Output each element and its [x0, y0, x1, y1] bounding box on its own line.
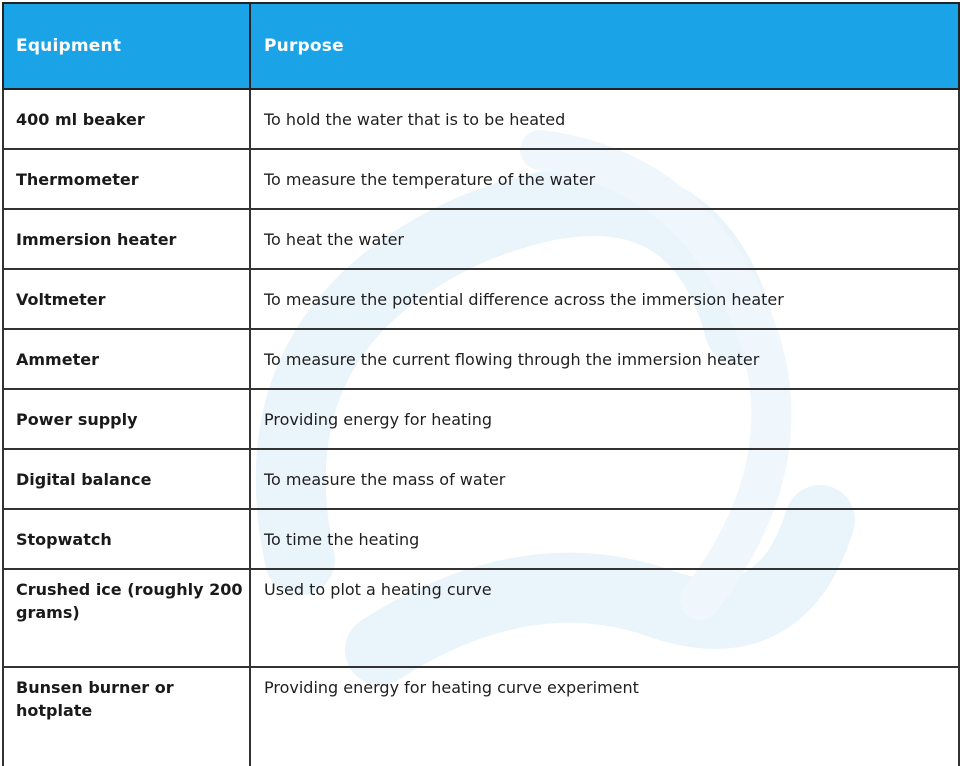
purpose-cell: Providing energy for heating [250, 389, 959, 449]
equipment-cell: Digital balance [3, 449, 250, 509]
purpose-cell: To measure the mass of water [250, 449, 959, 509]
table-row [3, 329, 959, 389]
purpose-cell: To measure the current flowing through the immersion heater [250, 329, 959, 389]
table-row [3, 389, 959, 449]
table-row [3, 667, 959, 766]
equipment-cell: Power supply [3, 389, 250, 449]
equipment-cell: Voltmeter [3, 269, 250, 329]
equipment-cell: Ammeter [3, 329, 250, 389]
purpose-cell: Providing energy for heating curve experiment [250, 667, 959, 766]
equipment-cell: Thermometer [3, 149, 250, 209]
purpose-cell: To hold the water that is to be heated [250, 89, 959, 149]
header-purpose: Purpose [250, 3, 959, 89]
table-row [3, 449, 959, 509]
equipment-table [2, 2, 960, 766]
purpose-cell: To time the heating [250, 509, 959, 569]
purpose-cell: To heat the water [250, 209, 959, 269]
equipment-cell: Immersion heater [3, 209, 250, 269]
table-row [3, 569, 959, 667]
header-row [3, 3, 959, 89]
table-row [3, 149, 959, 209]
equipment-cell: 400 ml beaker [3, 89, 250, 149]
table-row [3, 509, 959, 569]
equipment-cell: Stopwatch [3, 509, 250, 569]
purpose-cell: Used to plot a heating curve [250, 569, 959, 667]
table-row [3, 269, 959, 329]
equipment-cell: Bunsen burner or hotplate [3, 667, 250, 766]
table-row [3, 89, 959, 149]
purpose-cell: To measure the potential difference across the immersion heater [250, 269, 959, 329]
equipment-cell: Crushed ice (roughly 200 grams) [3, 569, 250, 667]
table-row [3, 209, 959, 269]
header-equipment: Equipment [3, 3, 250, 89]
purpose-cell: To measure the temperature of the water [250, 149, 959, 209]
